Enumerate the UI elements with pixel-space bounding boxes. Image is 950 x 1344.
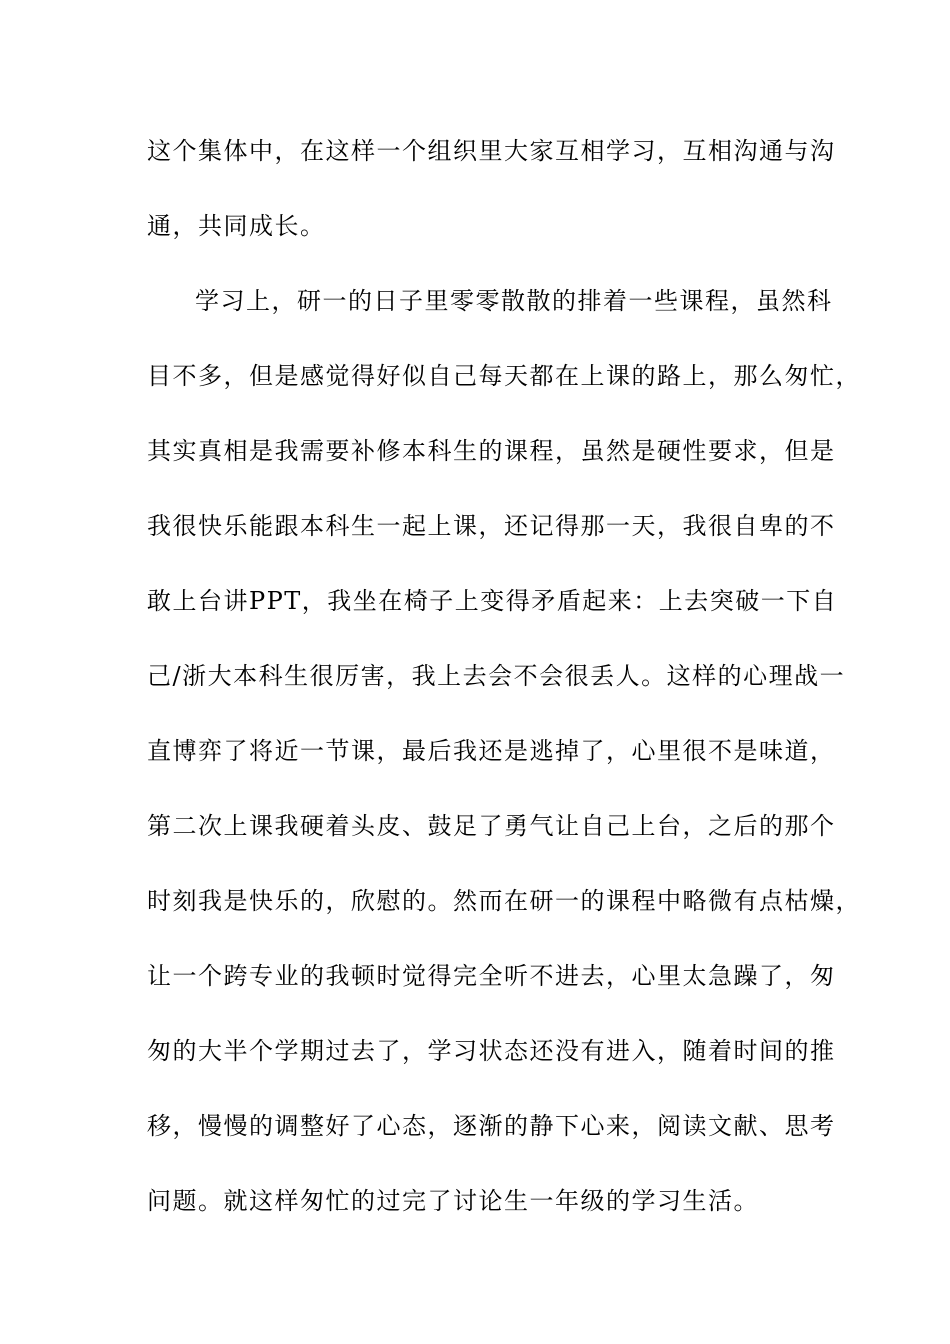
text-line: 移，慢慢的调整好了心态，逐渐的静下心来，阅读文献、思考 [147, 1112, 836, 1140]
text-line: 第二次上课我硬着头皮、鼓足了勇气让自己上台，之后的那个 [147, 812, 836, 840]
text-line: 直博弈了将近一节课，最后我还是逃掉了，心里很不是味道， [147, 737, 836, 765]
text-line: 己/浙大本科生很厉害，我上去会不会很丢人。这样的心理战一 [147, 662, 846, 690]
text-line: 问题。就这样匆忙的过完了讨论生一年级的学习生活。 [147, 1187, 759, 1215]
text-line: 其实真相是我需要补修本科生的课程，虽然是硬性要求，但是 [147, 437, 836, 465]
text-line: 敢上台讲PPT，我坐在椅子上变得矛盾起来：上去突破一下自 [147, 587, 838, 615]
text-line: 时刻我是快乐的，欣慰的。然而在研一的课程中略微有点枯燥， [147, 887, 861, 915]
text-line: 这个集体中，在这样一个组织里大家互相学习，互相沟通与沟 [147, 137, 836, 165]
text-line: 我很快乐能跟本科生一起上课，还记得那一天，我很自卑的不 [147, 512, 836, 540]
body-text [147, 126, 861, 1251]
text-line: 让一个跨专业的我顿时觉得完全听不进去，心里太急躁了，匆 [147, 962, 836, 990]
text-line: 匆的大半个学期过去了，学习状态还没有进入，随着时间的推 [147, 1037, 836, 1065]
text-line: 通，共同成长。 [147, 212, 326, 240]
paragraph-start-line: 学习上，研一的日子里零零散散的排着一些课程，虽然科 [195, 287, 833, 315]
text-line: 目不多，但是感觉得好似自己每天都在上课的路上，那么匆忙， [147, 362, 861, 390]
